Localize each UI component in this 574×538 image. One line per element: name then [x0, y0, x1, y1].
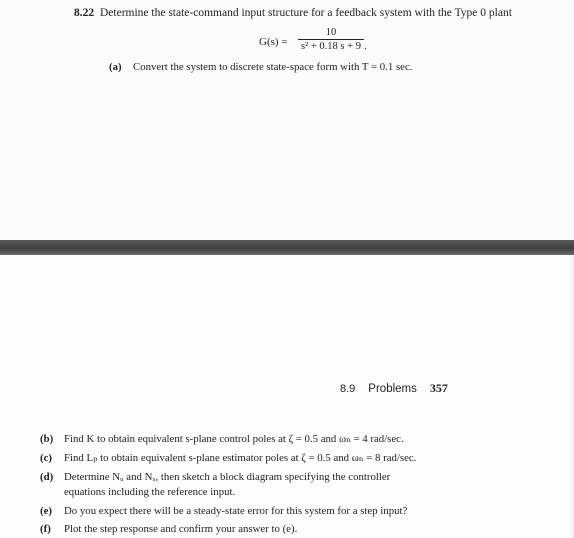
- part-b-label: (b): [40, 433, 54, 445]
- transfer-function-period: .: [364, 40, 367, 52]
- part-f-text: Plot the step response and confirm your answer to (e).: [64, 523, 298, 535]
- part-a-label: (a): [109, 61, 122, 73]
- page-footer: [340, 381, 448, 396]
- section-number: 8.9: [340, 383, 356, 395]
- page-divider: [0, 240, 574, 255]
- part-d-label: (d): [40, 471, 54, 483]
- part-e-text: Do you expect there will be a steady-state error for this system for a step input?: [64, 505, 408, 517]
- transfer-function-fraction: [298, 27, 364, 52]
- part-d-text: Determine Nᵤ and Nₓ, then sketch a block diagram specifying the controller: [64, 471, 391, 483]
- page-edge-shadow: [568, 255, 574, 538]
- problem-number: 8.22: [74, 7, 95, 19]
- transfer-function-numerator: 10: [325, 27, 337, 38]
- section-title: Problems: [368, 383, 417, 395]
- transfer-function-denominator: s² + 0.18 s + 9: [301, 41, 361, 52]
- part-b-text: Find K to obtain equivalent s-plane control poles at ζ = 0.5 and ωₙ = 4 rad/sec.: [64, 433, 404, 445]
- part-a: [109, 61, 412, 73]
- transfer-function-lhs: G(s) =: [259, 36, 288, 48]
- problem-text: Determine the state-command input structure for a feedback system with the Type 0 plant: [100, 7, 512, 19]
- fraction-bar: [298, 39, 364, 40]
- part-e-label: (e): [40, 505, 52, 517]
- part-f: [40, 523, 297, 535]
- part-a-text: Convert the system to discrete state-space form with T = 0.1 sec.: [133, 61, 413, 73]
- part-c-label: (c): [40, 452, 52, 464]
- page-number: 357: [429, 381, 448, 395]
- part-e: [40, 505, 407, 517]
- part-d-text-continued: equations including the reference input.: [64, 486, 236, 498]
- part-d: [40, 471, 390, 483]
- problem-statement: [74, 7, 512, 19]
- part-b: [40, 432, 404, 445]
- part-c-text: Find Lₚ to obtain equivalent s-plane estimator poles at ζ = 0.5 and ωₙ = 8 rad/sec.: [64, 452, 417, 464]
- part-f-label: (f): [40, 523, 51, 535]
- part-c: [40, 451, 416, 464]
